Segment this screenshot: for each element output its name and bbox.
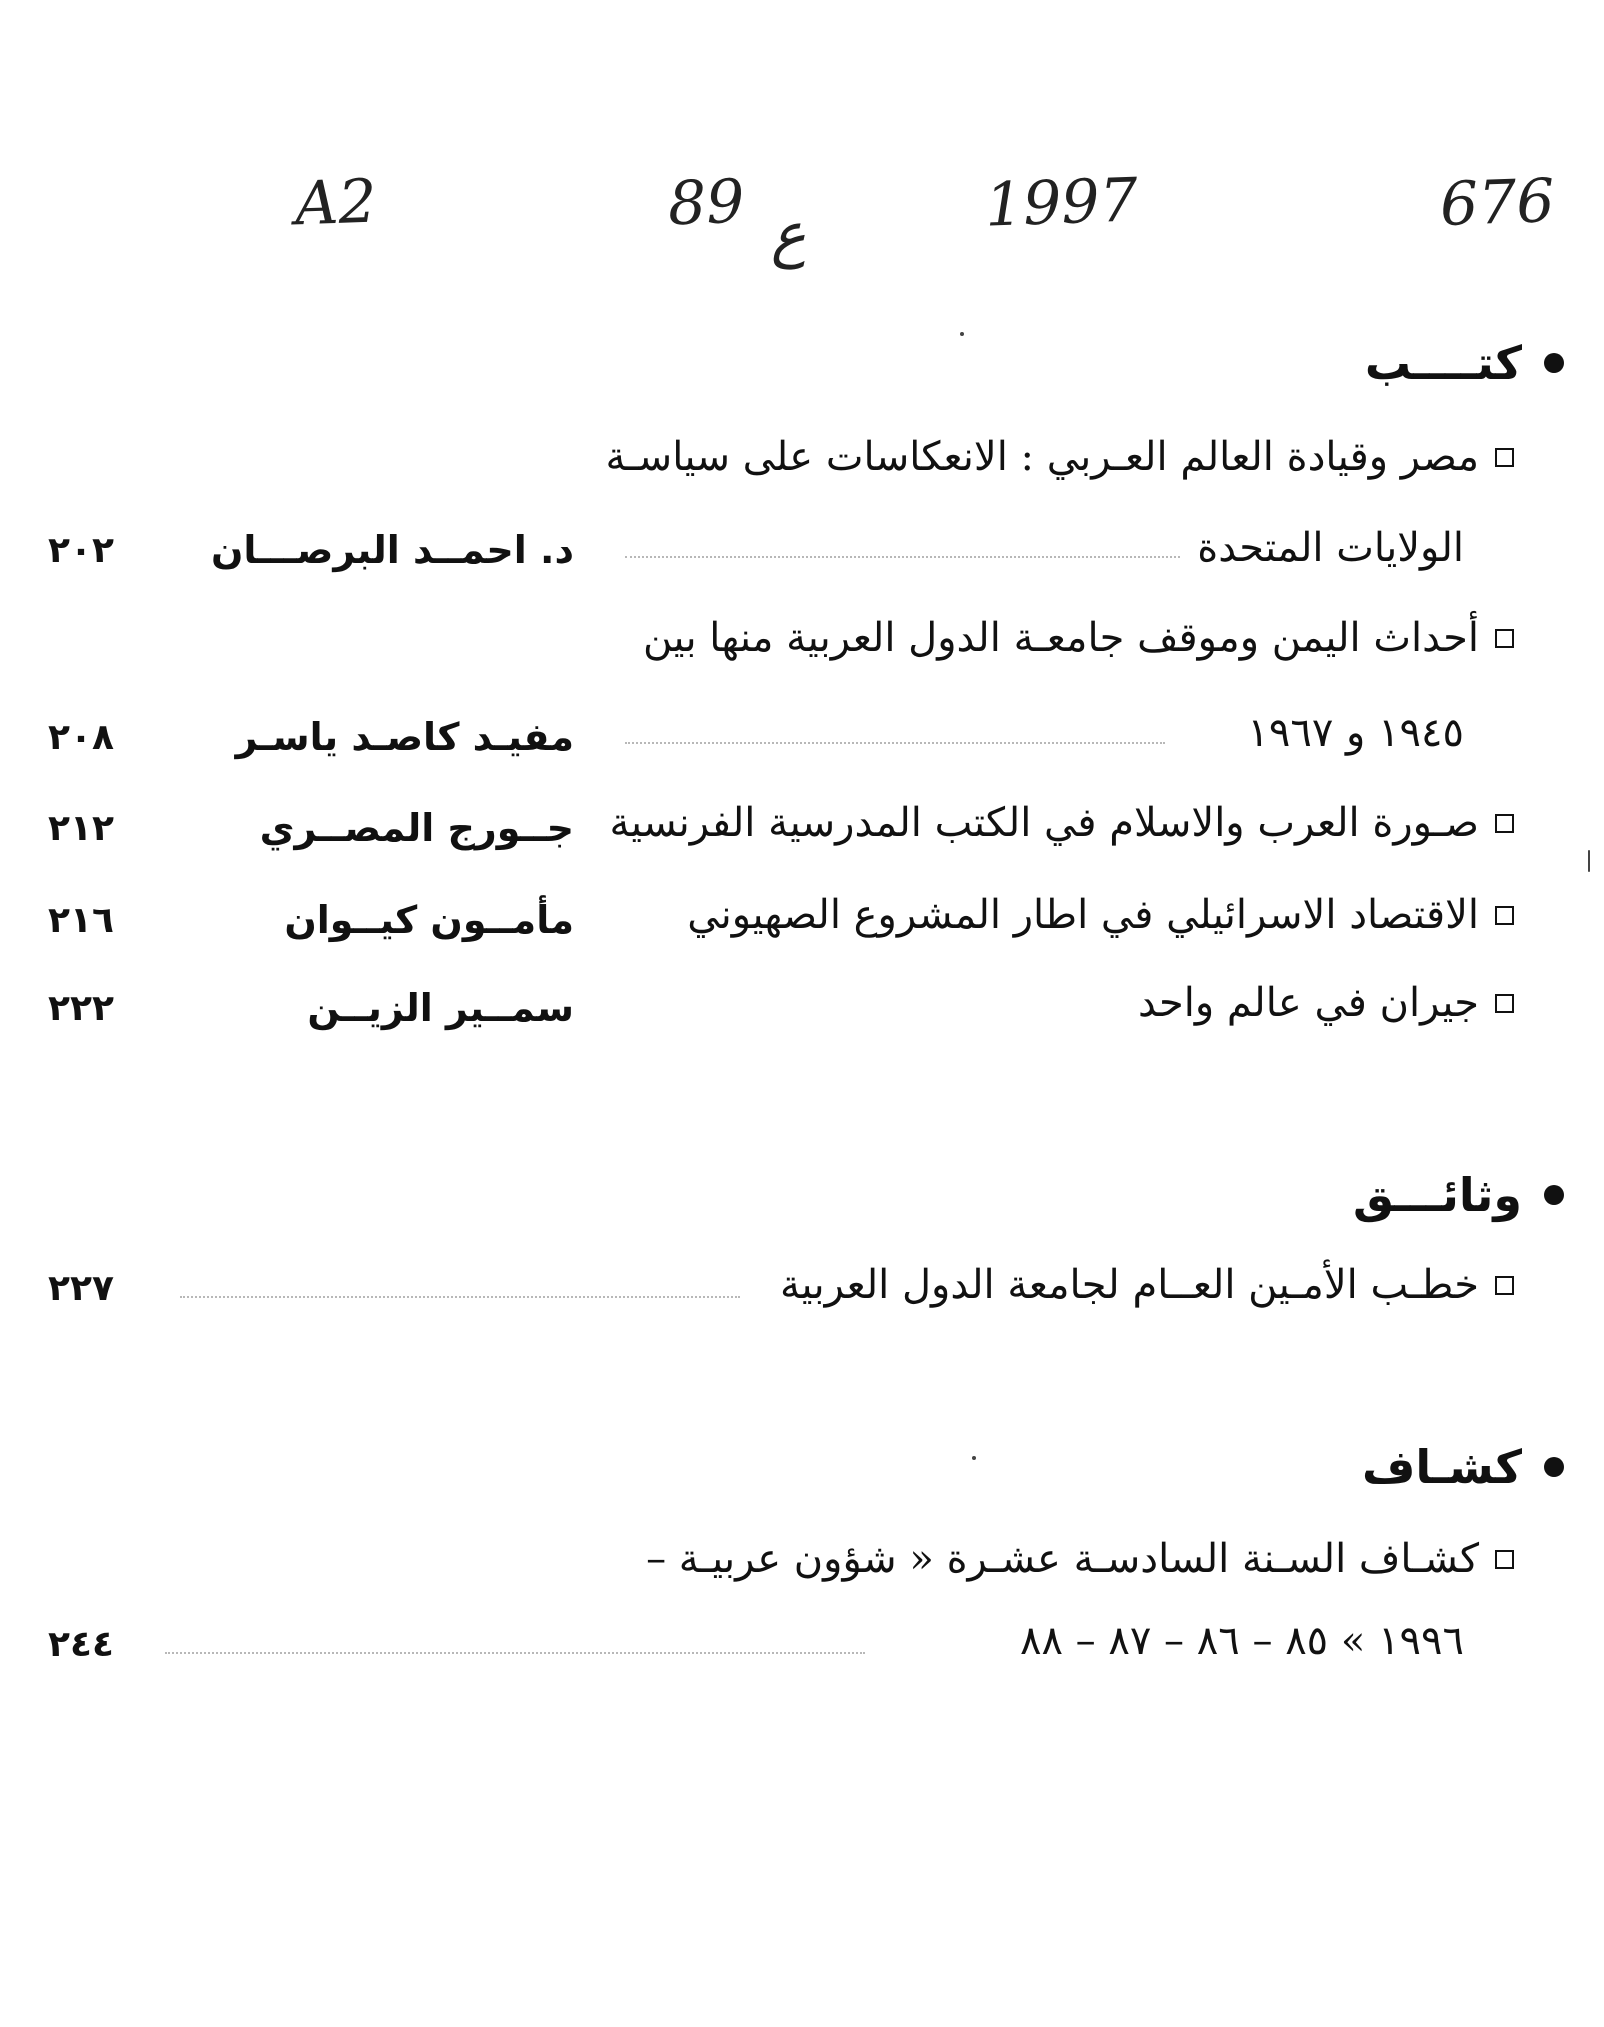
section-heading-documents xyxy=(1353,1168,1564,1222)
entry-page-number: ٢٠٨ xyxy=(48,717,114,758)
entry-page-number: ٢٢٧ xyxy=(48,1268,114,1309)
entry-page-number: ٢٢٢ xyxy=(48,988,114,1029)
entry-author: مفيـد كاصـد ياسـر xyxy=(235,715,574,759)
handwritten-number: 676 xyxy=(1438,166,1556,240)
scan-speck xyxy=(1588,850,1590,872)
section-title: كتــــب xyxy=(1364,336,1522,390)
toc-entry xyxy=(1138,980,1514,1026)
bullet-icon xyxy=(1544,353,1564,373)
entry-title: الاقتصاد الاسرائيلي في اطار المشروع الصهيوني xyxy=(687,892,1479,938)
entry-page-number: ٢٤٤ xyxy=(48,1624,114,1665)
checkbox-square-icon xyxy=(1495,448,1514,467)
entry-title: أحداث اليمن وموقف جامعـة الدول العربية منها بين xyxy=(642,615,1479,661)
checkbox-square-icon xyxy=(1495,1550,1514,1569)
checkbox-square-icon xyxy=(1495,629,1514,648)
dotted-leader xyxy=(165,1652,865,1654)
toc-entry xyxy=(780,1262,1514,1308)
dotted-leader xyxy=(625,556,1180,558)
entry-page-number: ٢٠٢ xyxy=(48,530,114,571)
section-title: كشـاف xyxy=(1362,1440,1522,1494)
entry-author: سمــير الزيــن xyxy=(307,986,574,1030)
entry-author: جــورج المصــري xyxy=(259,806,574,850)
entry-title: جيران في عالم واحد xyxy=(1138,980,1479,1026)
bullet-icon xyxy=(1544,1457,1564,1477)
entry-title-continued: الولايات المتحدة xyxy=(1197,525,1464,571)
entry-title: مصر وقيادة العالم العـربي : الانعكاسات على سياسـة xyxy=(605,434,1479,480)
dotted-leader xyxy=(625,742,1165,744)
entry-title-continued: ١٩٩٦ » ٨٥ – ٨٦ – ٨٧ – ٨٨ xyxy=(1019,1618,1464,1664)
section-heading-index xyxy=(1362,1440,1564,1494)
checkbox-square-icon xyxy=(1495,1276,1514,1295)
dotted-leader xyxy=(180,1296,740,1298)
handwritten-year: 1997 xyxy=(983,165,1139,241)
checkbox-square-icon xyxy=(1495,994,1514,1013)
toc-entry xyxy=(687,892,1514,938)
scan-speck xyxy=(960,332,964,336)
toc-entry xyxy=(646,1536,1514,1582)
section-heading-books xyxy=(1365,336,1564,390)
section-title: وثائـــق xyxy=(1352,1168,1522,1222)
checkbox-square-icon xyxy=(1495,814,1514,833)
entry-title: صـورة العرب والاسلام في الكتب المدرسية الفرنسية xyxy=(609,800,1479,846)
checkbox-square-icon xyxy=(1495,906,1514,925)
entry-page-number: ٢١٢ xyxy=(48,808,114,849)
handwritten-issue-number: 89 xyxy=(666,166,746,240)
handwritten-issue-letter: ع xyxy=(768,199,808,271)
toc-entry xyxy=(609,800,1514,846)
entry-title: خطـب الأمـين العــام لجامعة الدول العربية xyxy=(779,1262,1479,1308)
bullet-icon xyxy=(1544,1185,1564,1205)
entry-title: كشـاف السـنة السادسـة عشـرة « شؤون عربيـة – xyxy=(646,1536,1479,1582)
handwritten-code: A2 xyxy=(293,166,378,240)
entry-author: د. احمــد البرصـــان xyxy=(210,528,574,572)
toc-entry xyxy=(643,615,1514,661)
entry-title-continued: ١٩٤٥ و ١٩٦٧ xyxy=(1247,710,1464,756)
scan-speck xyxy=(972,1456,976,1460)
entry-author: مأمــون كيــوان xyxy=(284,898,574,942)
toc-entry xyxy=(606,434,1514,480)
entry-page-number: ٢١٦ xyxy=(48,900,114,941)
